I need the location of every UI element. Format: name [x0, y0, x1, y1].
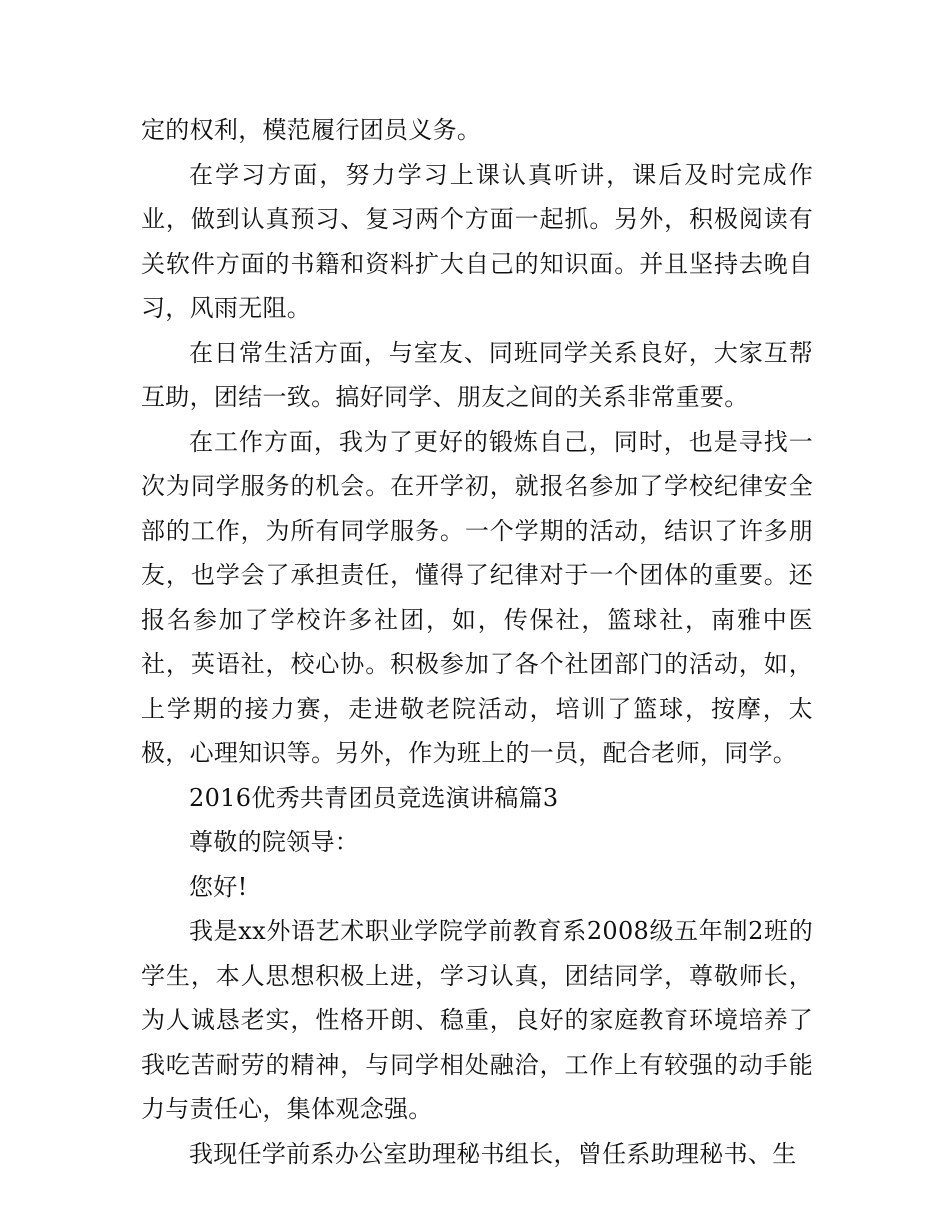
greeting: 您好! [189, 872, 248, 901]
section-heading: 2016优秀共青团员竞选演讲稿篇3 [189, 783, 559, 812]
paragraph-daily-life: 在日常生活方面，与室友、同班同学关系良好，大家互帮互助，团结一致。搞好同学、朋友之间的关系非常重要。 [141, 338, 813, 411]
paragraph-work: 在工作方面，我为了更好的锻炼自己，同时，也是寻找一次为同学服务的机会。在开学初，就报名参加了学校纪律安全部的工作，为所有同学服务。一个学期的活动，结识了许多朋友，也学会了承担责任，懂得了纪律对于一个团体的重要。还报名参加了学校许多社团，如，传保社，篮球社，南雅中医社，英语社，校心协。积极参加了各个社团部门的活动，如，上学期的接力赛，走进敬老院活动，培训了篮球，按摩，太极，心理知识等。另外，作为班上的一员，配合老师，同学。 [141, 427, 813, 767]
paragraph-introduction: 我是xx外语艺术职业学院学前教育系2008级五年制2班的学生，本人思想积极上进，学习认真，团结同学，尊敬师长，为人诚恳老实，性格开朗、稳重，良好的家庭教育环境培养了我吃苦耐劳的精神，与同学相处融洽，工作上有较强的动手能力与责任心，集体观念强。 [141, 917, 813, 1123]
paragraph-study: 在学习方面，努力学习上课认真听讲，课后及时完成作业，做到认真预习、复习两个方面一起抓。另外，积极阅读有关软件方面的书籍和资料扩大自己的知识面。并且坚持去晚自习，风雨无阻。 [141, 160, 813, 322]
salutation: 尊敬的院领导： [189, 828, 360, 856]
document-body [141, 108, 813, 1176]
paragraph-current-role: 我现任学前系办公室助理秘书组长，曾任系助理秘书、生 [189, 1139, 797, 1168]
paragraph-continuation: 定的权利，模范履行团员义务。 [141, 116, 482, 144]
